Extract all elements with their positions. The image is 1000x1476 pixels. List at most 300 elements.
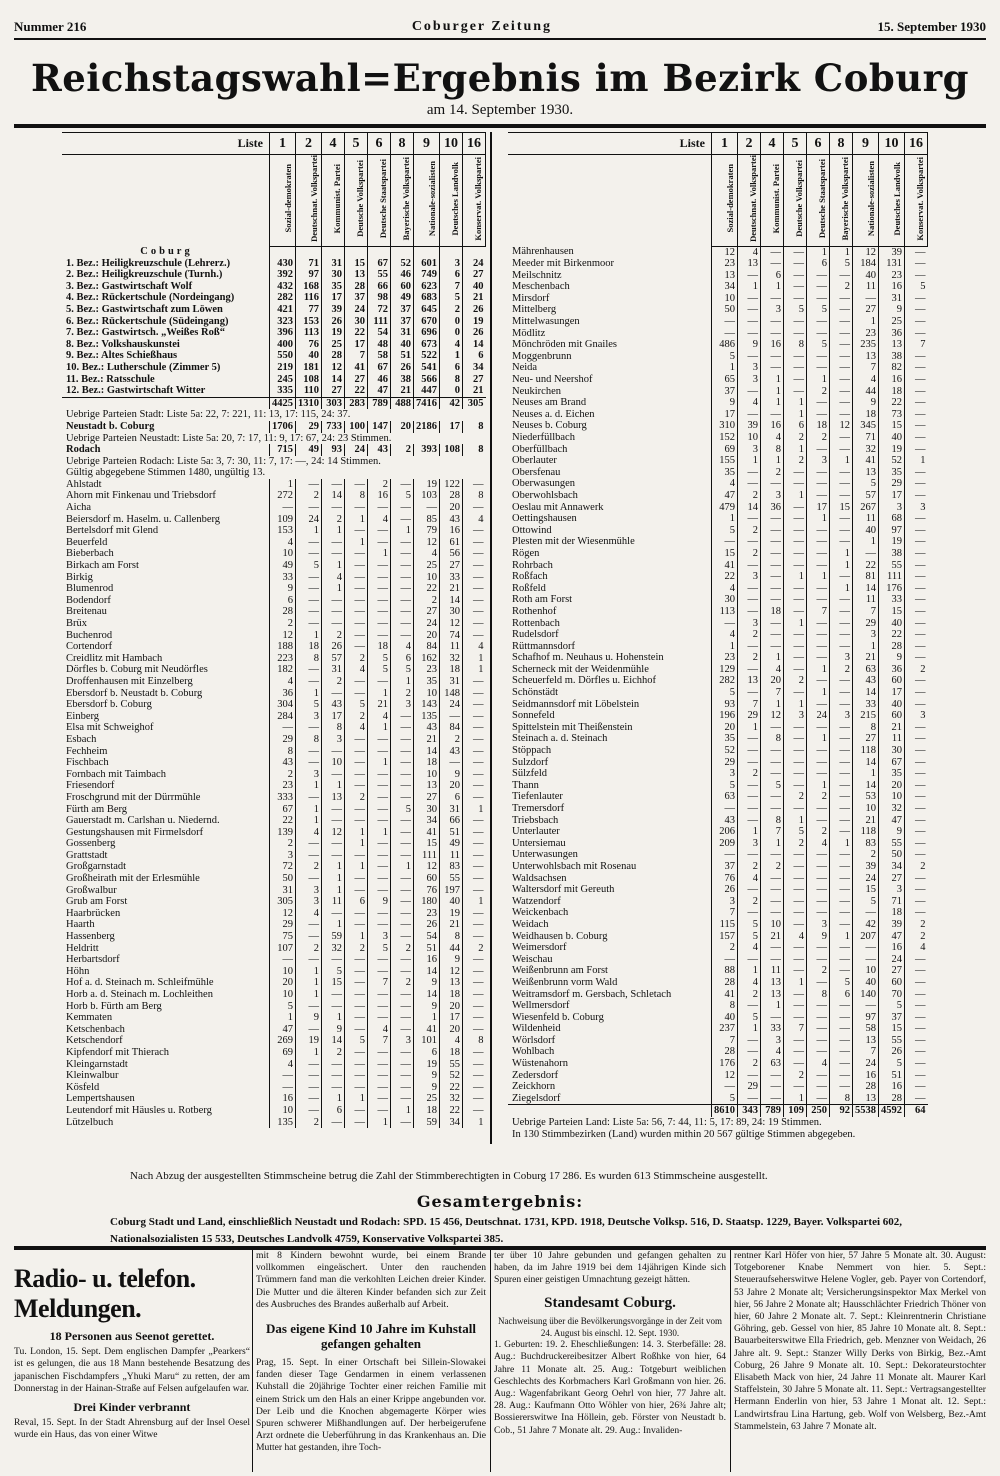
- vote-count: 41: [345, 362, 368, 374]
- vote-count: 9: [368, 896, 391, 908]
- vote-count: 5: [391, 490, 414, 502]
- vote-count: —: [463, 1059, 486, 1071]
- vote-count: —: [761, 362, 784, 374]
- vote-count: —: [463, 827, 486, 839]
- vote-count: —: [738, 745, 761, 757]
- vote-count: 1: [738, 826, 761, 838]
- vote-count: 40: [391, 339, 414, 351]
- vote-count: 20: [270, 977, 296, 989]
- vote-count: 17: [807, 502, 830, 514]
- vote-count: 148: [440, 688, 463, 700]
- vote-count: —: [830, 571, 853, 583]
- vote-count: —: [807, 583, 830, 595]
- vote-count: 11: [322, 896, 345, 908]
- locality-name: Kleinwalbur: [66, 1070, 119, 1082]
- vote-count: 20: [440, 1024, 463, 1036]
- vote-count: 2: [345, 653, 368, 665]
- vote-count: 36: [879, 328, 905, 340]
- vote-count: —: [738, 884, 761, 896]
- vote-count: 22: [440, 1082, 463, 1094]
- vote-count: 28: [879, 1093, 905, 1105]
- table-row: [508, 1117, 928, 1129]
- vote-count: 39: [853, 861, 879, 873]
- vote-count: 31: [391, 327, 414, 339]
- vote-count: 5: [345, 699, 368, 711]
- vote-count: —: [905, 316, 928, 328]
- vote-count: 7: [807, 606, 830, 618]
- vote-count: 40: [463, 281, 486, 293]
- vote-count: 1: [463, 664, 486, 676]
- vote-count: —: [830, 536, 853, 548]
- vote-count: [368, 246, 391, 258]
- vote-count: 13: [853, 1035, 879, 1047]
- vote-count: 11: [879, 733, 905, 745]
- vote-count: 4: [807, 1058, 830, 1070]
- vote-count: 1: [807, 687, 830, 699]
- party-name: Kommunist. Partei: [771, 163, 781, 234]
- locality-name: Zedersdorf: [512, 1069, 559, 1081]
- vote-count: 3: [761, 1035, 784, 1047]
- vote-count: 42: [853, 919, 879, 931]
- vote-count: 5: [440, 292, 463, 304]
- vote-count: —: [463, 618, 486, 630]
- vote-count: 111: [879, 571, 905, 583]
- issue-date: 15. September 1930: [877, 19, 986, 34]
- liste-label: Liste: [62, 133, 270, 155]
- eligibility-note: Nach Abzug der ausgestellten Stimmscheine betrug die Zahl der Stimmberechtigten in Coburg 17 286. Es wurden 613 Stimmscheine ausgestellt.: [130, 1170, 768, 1182]
- vote-count: —: [322, 850, 345, 862]
- vote-count: —: [738, 1035, 761, 1047]
- vote-count: 98: [368, 292, 391, 304]
- locality-name: Gossenberg: [66, 838, 116, 850]
- vote-count: 9: [712, 397, 738, 409]
- vote-count: —: [345, 989, 368, 1001]
- vote-count: —: [322, 1070, 345, 1082]
- vote-count: 5: [738, 931, 761, 943]
- vote-count: 4: [463, 641, 486, 653]
- vote-count: 2186: [414, 421, 440, 433]
- vote-count: 118: [853, 826, 879, 838]
- table-row: [508, 270, 928, 282]
- table-row: [62, 269, 486, 281]
- vote-count: —: [296, 850, 322, 862]
- vote-count: 5: [807, 339, 830, 351]
- party-header: [391, 155, 414, 247]
- vote-count: 3: [738, 374, 761, 386]
- locality-name: Oberwohlsbach: [512, 489, 578, 501]
- vote-count: 11: [853, 594, 879, 606]
- vote-count: —: [761, 942, 784, 954]
- table-row: [62, 943, 486, 955]
- vote-count: —: [905, 780, 928, 792]
- vote-count: —: [391, 630, 414, 642]
- vote-count: 8: [761, 815, 784, 827]
- vote-count: 11: [440, 641, 463, 653]
- vote-count: 1: [905, 455, 928, 467]
- vote-count: —: [738, 641, 761, 653]
- table-row: [508, 1000, 928, 1012]
- vote-count: 24: [414, 618, 440, 630]
- vote-count: 323: [270, 316, 296, 328]
- vote-count: 68: [879, 513, 905, 525]
- vote-count: 59: [322, 931, 345, 943]
- vote-count: 25: [414, 560, 440, 572]
- table-row: [62, 699, 486, 711]
- vote-count: 28: [712, 1046, 738, 1058]
- vote-count: 2: [784, 455, 807, 467]
- vote-count: —: [905, 652, 928, 664]
- vote-count: 37: [879, 1012, 905, 1024]
- locality-name: 4. Bez.: Rückertschule (Nordeingang): [66, 292, 235, 304]
- table-row: [62, 618, 486, 630]
- vote-count: 83: [853, 838, 879, 850]
- vote-count: —: [391, 502, 414, 514]
- vote-count: 4: [463, 514, 486, 526]
- vote-count: —: [738, 780, 761, 792]
- list-number-row: [508, 133, 928, 155]
- locality-name: Neuses am Brand: [512, 397, 587, 409]
- locality-name: Stöppach: [512, 745, 552, 757]
- list-number-header: 8: [391, 133, 414, 155]
- table-row: [62, 595, 486, 607]
- vote-count: —: [830, 641, 853, 653]
- table-row: [62, 304, 486, 316]
- vote-count: 12: [712, 1070, 738, 1082]
- vote-count: 10: [853, 803, 879, 815]
- vote-count: —: [905, 629, 928, 641]
- vote-count: 18: [440, 664, 463, 676]
- locality-name: Grub am Forst: [66, 896, 128, 908]
- vote-count: 1: [807, 664, 830, 676]
- vote-count: —: [738, 606, 761, 618]
- vote-count: —: [296, 595, 322, 607]
- vote-count: —: [784, 1081, 807, 1093]
- vote-count: 168: [296, 281, 322, 293]
- vote-count: 43: [712, 815, 738, 827]
- vote-count: —: [807, 351, 830, 363]
- vote-count: —: [345, 1082, 368, 1094]
- vote-count: 25: [414, 1093, 440, 1105]
- vote-count: 9: [853, 397, 879, 409]
- vote-count: —: [738, 791, 761, 803]
- vote-count: 645: [414, 304, 440, 316]
- vote-count: —: [807, 629, 830, 641]
- vote-count: 1: [761, 455, 784, 467]
- table-row: [508, 664, 928, 676]
- vote-count: —: [322, 746, 345, 758]
- vote-count: —: [391, 931, 414, 943]
- vote-count: 135: [270, 1117, 296, 1129]
- vote-count: 343: [738, 1105, 761, 1117]
- vote-count: 41: [414, 1024, 440, 1036]
- vote-count: 1: [738, 965, 761, 977]
- locality-name: Mittelwasungen: [512, 316, 580, 328]
- table-row: [508, 467, 928, 479]
- vote-count: 19: [879, 536, 905, 548]
- vote-count: 1: [738, 722, 761, 734]
- vote-count: 20: [761, 675, 784, 687]
- table-row: [62, 409, 486, 421]
- vote-count: —: [807, 362, 830, 374]
- locality-name: Ottowind: [512, 524, 552, 536]
- locality-name: 1. Bez.: Heiligkreuzschule (Lehrerz.): [66, 257, 231, 269]
- vote-count: —: [738, 270, 761, 282]
- vote-count: 284: [270, 711, 296, 723]
- vote-count: —: [784, 1046, 807, 1058]
- vote-count: 2: [738, 490, 761, 502]
- vote-count: 5: [391, 664, 414, 676]
- vote-count: —: [368, 954, 391, 966]
- vote-count: 5: [784, 304, 807, 316]
- vote-count: —: [830, 1070, 853, 1082]
- vote-count: —: [368, 583, 391, 595]
- vote-count: —: [463, 502, 486, 514]
- vote-count: 28: [322, 350, 345, 362]
- vote-count: 37: [391, 304, 414, 316]
- vote-count: 4: [440, 339, 463, 351]
- vote-count: —: [322, 1082, 345, 1094]
- vote-count: 13: [761, 989, 784, 1001]
- vote-count: —: [761, 745, 784, 757]
- vote-count: 13: [738, 675, 761, 687]
- vote-count: —: [345, 804, 368, 816]
- vote-count: —: [784, 548, 807, 560]
- vote-count: 50: [270, 873, 296, 885]
- vote-count: —: [905, 791, 928, 803]
- vote-count: [296, 246, 322, 258]
- vote-count: 1: [712, 362, 738, 374]
- locality-name: Mittelberg: [512, 304, 557, 316]
- vote-count: —: [391, 537, 414, 549]
- locality-name: Kleingarnstadt: [66, 1058, 128, 1070]
- vote-count: —: [784, 560, 807, 572]
- vote-count: —: [807, 884, 830, 896]
- table-row: [62, 467, 486, 479]
- vote-count: 88: [712, 965, 738, 977]
- vote-count: —: [322, 954, 345, 966]
- vote-count: 21: [761, 931, 784, 943]
- vote-count: —: [345, 919, 368, 931]
- vote-count: 66: [368, 281, 391, 293]
- vote-count: —: [905, 536, 928, 548]
- vote-count: 4: [368, 711, 391, 723]
- vote-count: —: [761, 768, 784, 780]
- vote-count: —: [463, 560, 486, 572]
- locality-name: Bodendorf: [66, 594, 111, 606]
- vote-count: —: [345, 746, 368, 758]
- vote-count: 10: [322, 757, 345, 769]
- vote-count: 11: [761, 965, 784, 977]
- vote-count: 3: [879, 884, 905, 896]
- locality-name: In 130 Stimmbezirken (Land) wurden mithin 20 567 gültige Stimmen abgegeben.: [512, 1128, 856, 1140]
- vote-count: 1: [345, 861, 368, 873]
- vote-count: 223: [270, 653, 296, 665]
- vote-count: —: [761, 1070, 784, 1082]
- vote-count: 111: [414, 850, 440, 862]
- vote-count: —: [345, 1047, 368, 1059]
- vote-count: 30: [345, 316, 368, 328]
- vote-count: 176: [879, 583, 905, 595]
- vote-count: —: [296, 757, 322, 769]
- locality-name: 12. Bez.: Gastwirtschaft Witter: [66, 385, 206, 397]
- vote-count: 1: [761, 386, 784, 398]
- vote-count: —: [296, 502, 322, 514]
- vote-count: 17: [440, 421, 463, 433]
- vote-count: —: [322, 838, 345, 850]
- vote-count: 13: [853, 351, 879, 363]
- table-row: [508, 525, 928, 537]
- vote-count: 43: [368, 444, 391, 456]
- vote-count: —: [830, 780, 853, 792]
- vote-count: —: [905, 815, 928, 827]
- vote-count: 27: [322, 385, 345, 397]
- vote-count: 3: [905, 710, 928, 722]
- table-row: [62, 769, 486, 781]
- vote-count: —: [738, 583, 761, 595]
- article-heading: Das eigene Kind 10 Jahre im Kuhstall gefangen gehalten: [266, 1321, 476, 1352]
- vote-count: —: [784, 513, 807, 525]
- vote-count: 1: [761, 397, 784, 409]
- vote-count: 11: [853, 281, 879, 293]
- vote-count: 34: [440, 1117, 463, 1129]
- vote-count: —: [807, 397, 830, 409]
- vote-count: —: [905, 386, 928, 398]
- vote-count: —: [830, 525, 853, 537]
- vote-count: —: [905, 571, 928, 583]
- vote-count: —: [463, 722, 486, 734]
- vote-count: 24: [853, 873, 879, 885]
- vote-count: 67: [368, 362, 391, 374]
- vote-count: 188: [270, 641, 296, 653]
- vote-count: 789: [368, 397, 391, 409]
- vote-count: 24: [463, 258, 486, 270]
- vote-count: 14: [414, 989, 440, 1001]
- vote-count: —: [830, 849, 853, 861]
- table-row: [508, 432, 928, 444]
- vote-count: —: [761, 1081, 784, 1093]
- vote-count: 1: [296, 815, 322, 827]
- vote-count: 21: [368, 699, 391, 711]
- vote-count: 2: [345, 943, 368, 955]
- vote-count: —: [463, 606, 486, 618]
- locality-name: Fürth am Berg: [66, 803, 128, 815]
- vote-count: 77: [296, 304, 322, 316]
- vote-count: —: [368, 769, 391, 781]
- vote-count: 3: [440, 258, 463, 270]
- vote-count: 1: [807, 571, 830, 583]
- vote-count: —: [784, 1012, 807, 1024]
- vote-count: —: [784, 757, 807, 769]
- vote-count: —: [784, 722, 807, 734]
- vote-count: [391, 246, 414, 258]
- vote-count: —: [391, 966, 414, 978]
- locality-name: Gauerstadt m. Carlshan u. Niedernd.: [66, 815, 220, 827]
- table-row: [508, 965, 928, 977]
- vote-count: —: [322, 606, 345, 618]
- vote-count: —: [761, 791, 784, 803]
- vote-count: —: [784, 652, 807, 664]
- vote-count: —: [463, 630, 486, 642]
- vote-count: 1: [784, 1093, 807, 1105]
- column-divider: [252, 1250, 253, 1472]
- vote-count: 2: [738, 525, 761, 537]
- vote-count: 12: [270, 630, 296, 642]
- vote-count: 566: [414, 374, 440, 386]
- vote-count: 2: [296, 1117, 322, 1129]
- vote-count: 4: [738, 977, 761, 989]
- vote-count: 37: [712, 861, 738, 873]
- vote-count: 4: [738, 397, 761, 409]
- vote-count: 38: [879, 548, 905, 560]
- vote-count: 16: [761, 339, 784, 351]
- vote-count: 2: [807, 432, 830, 444]
- table-row: [508, 420, 928, 432]
- vote-count: 1: [322, 560, 345, 572]
- vote-count: 49: [391, 292, 414, 304]
- vote-count: 41: [712, 560, 738, 572]
- locality-name: 10. Bez.: Lutherschule (Zimmer 5): [66, 361, 221, 373]
- vote-count: 40: [879, 699, 905, 711]
- vote-count: —: [391, 1082, 414, 1094]
- locality-name: Sonnefeld: [512, 710, 555, 722]
- vote-count: —: [296, 919, 322, 931]
- vote-count: —: [738, 733, 761, 745]
- vote-count: —: [738, 687, 761, 699]
- table-row: [62, 688, 486, 700]
- vote-count: 1: [368, 1117, 391, 1129]
- list-number-row: [62, 133, 486, 155]
- masthead: [14, 18, 986, 40]
- vote-count: 209: [712, 838, 738, 850]
- locality-name: Rögen: [512, 547, 540, 559]
- vote-count: 92: [830, 1105, 853, 1117]
- vote-count: —: [807, 270, 830, 282]
- vote-count: 1: [830, 246, 853, 258]
- vote-count: 9: [879, 826, 905, 838]
- vote-count: 43: [440, 514, 463, 526]
- vote-count: —: [853, 293, 879, 305]
- table-row: [508, 652, 928, 664]
- vote-count: 3: [761, 490, 784, 502]
- vote-count: —: [296, 664, 322, 676]
- vote-count: 1: [830, 838, 853, 850]
- vote-count: 41: [712, 989, 738, 1001]
- vote-count: 7: [784, 1023, 807, 1035]
- table-row: [508, 560, 928, 572]
- vote-count: —: [761, 409, 784, 421]
- vote-count: 2: [738, 768, 761, 780]
- vote-count: 81: [853, 571, 879, 583]
- vote-count: 1: [761, 281, 784, 293]
- vote-count: 4: [712, 478, 738, 490]
- table-row: [508, 455, 928, 467]
- vote-count: —: [322, 479, 345, 491]
- vote-count: —: [463, 583, 486, 595]
- locality-name: Herbartsdorf: [66, 954, 120, 966]
- locality-name: Großwalbur: [66, 884, 117, 896]
- vote-count: —: [784, 861, 807, 873]
- vote-count: —: [368, 908, 391, 920]
- vote-count: —: [391, 769, 414, 781]
- vote-count: 30: [440, 606, 463, 618]
- locality-name: Fechheim: [66, 745, 108, 757]
- vote-count: 32: [322, 943, 345, 955]
- vote-count: 31: [440, 804, 463, 816]
- table-row: [508, 699, 928, 711]
- vote-count: 46: [391, 269, 414, 281]
- vote-count: 282: [270, 292, 296, 304]
- vote-count: 1: [712, 513, 738, 525]
